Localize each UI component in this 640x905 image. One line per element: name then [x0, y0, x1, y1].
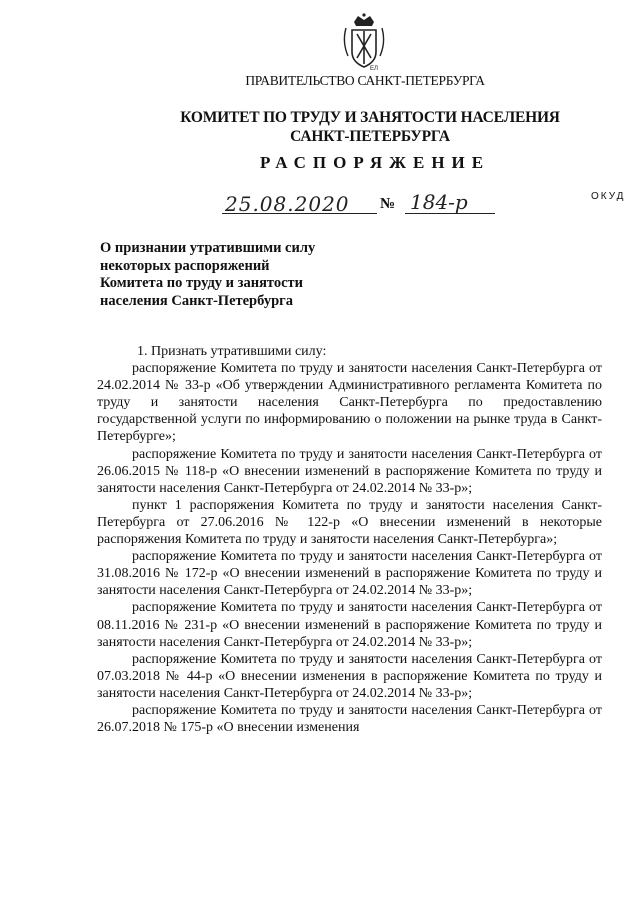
document-number: 184-р: [410, 190, 468, 214]
list-item: пункт 1 распоряжения Комитета по труду и занятости населения Санкт-Петербурга от 27.06.2016 № 122-р «О внесении изменений в некоторые распоряжения Комитета по труду и занятости населения Санкт-Петербурга»;: [97, 497, 602, 548]
subject-line: населения Санкт-Петербурга: [100, 292, 293, 309]
list-item: распоряжение Комитета по труду и занятости населения Санкт-Петербурга от 24.02.2014 № 33-р «Об утверждении Административного регламента Комитета по труду и занятости населения Санкт-Петербурга по предоставлению государственной услуги по информированию о положении на рынке труда в Санкт-Петербурге»;: [97, 361, 602, 445]
date-handwritten: 25.08.2020: [225, 192, 350, 216]
date-underline: [222, 213, 377, 214]
list-item: распоряжение Комитета по труду и занятости населения Санкт-Петербурга от 07.03.2018 № 44-р «О внесении изменения в распоряжение Комитета по труду и занятости населения Санкт-Петербурга от 24.02.2014 № 33-р»;: [97, 651, 602, 701]
subject-line: О признании утратившими силу: [100, 240, 316, 256]
government-title: ПРАВИТЕЛЬСТВО САНКТ-ПЕТЕРБУРГА: [245, 73, 485, 88]
svg-text:ЕЛ: ЕЛ: [370, 66, 378, 72]
list-item: распоряжение Комитета по труду и занятости населения Санкт-Петербурга от 08.11.2016 № 231-р «О внесении изменений в распоряжение Комитета по труду и занятости населения Санкт-Петербурга от 24.02.2014 № 33-р»;: [97, 600, 602, 650]
committee-name: [160, 108, 580, 146]
committee-line-2: САНКТ-ПЕТЕРБУРГА: [290, 128, 450, 145]
coat-of-arms-icon: [340, 12, 388, 72]
document-type: РАСПОРЯЖЕНИЕ: [260, 153, 491, 172]
list-item: распоряжение Комитета по труду и занятости населения Санкт-Петербурга от 26.07.2018 № 175-р «О внесении изменения: [97, 702, 602, 736]
subject-line: Комитета по труду и занятости: [100, 275, 304, 291]
okud-label: ОКУД: [591, 191, 626, 202]
subject-line: некоторых распоряжений: [100, 257, 270, 274]
lead-paragraph: 1. Признать утратившими силу:: [137, 344, 327, 359]
list-item: распоряжение Комитета по труду и занятости населения Санкт-Петербурга от 26.06.2015 № 118-р «О внесении изменений в распоряжение Комитета по труду и занятости населения Санкт-Петербурга от 24.02.2014 № 33-р»;: [97, 446, 602, 496]
document-subject: [100, 240, 400, 310]
committee-line-1: КОМИТЕТ ПО ТРУДУ И ЗАНЯТОСТИ НАСЕЛЕНИЯ: [180, 109, 560, 126]
number-sign: №: [380, 196, 396, 212]
number-underline: [405, 213, 495, 214]
document-date: [225, 192, 375, 222]
list-item: распоряжение Комитета по труду и занятости населения Санкт-Петербурга от 31.08.2016 № 172-р «О внесении изменений в распоряжение Комитета по труду и занятости населения Санкт-Петербурга от 24.02.2014 № 33-р»;: [97, 549, 602, 599]
document-body: [97, 343, 602, 736]
